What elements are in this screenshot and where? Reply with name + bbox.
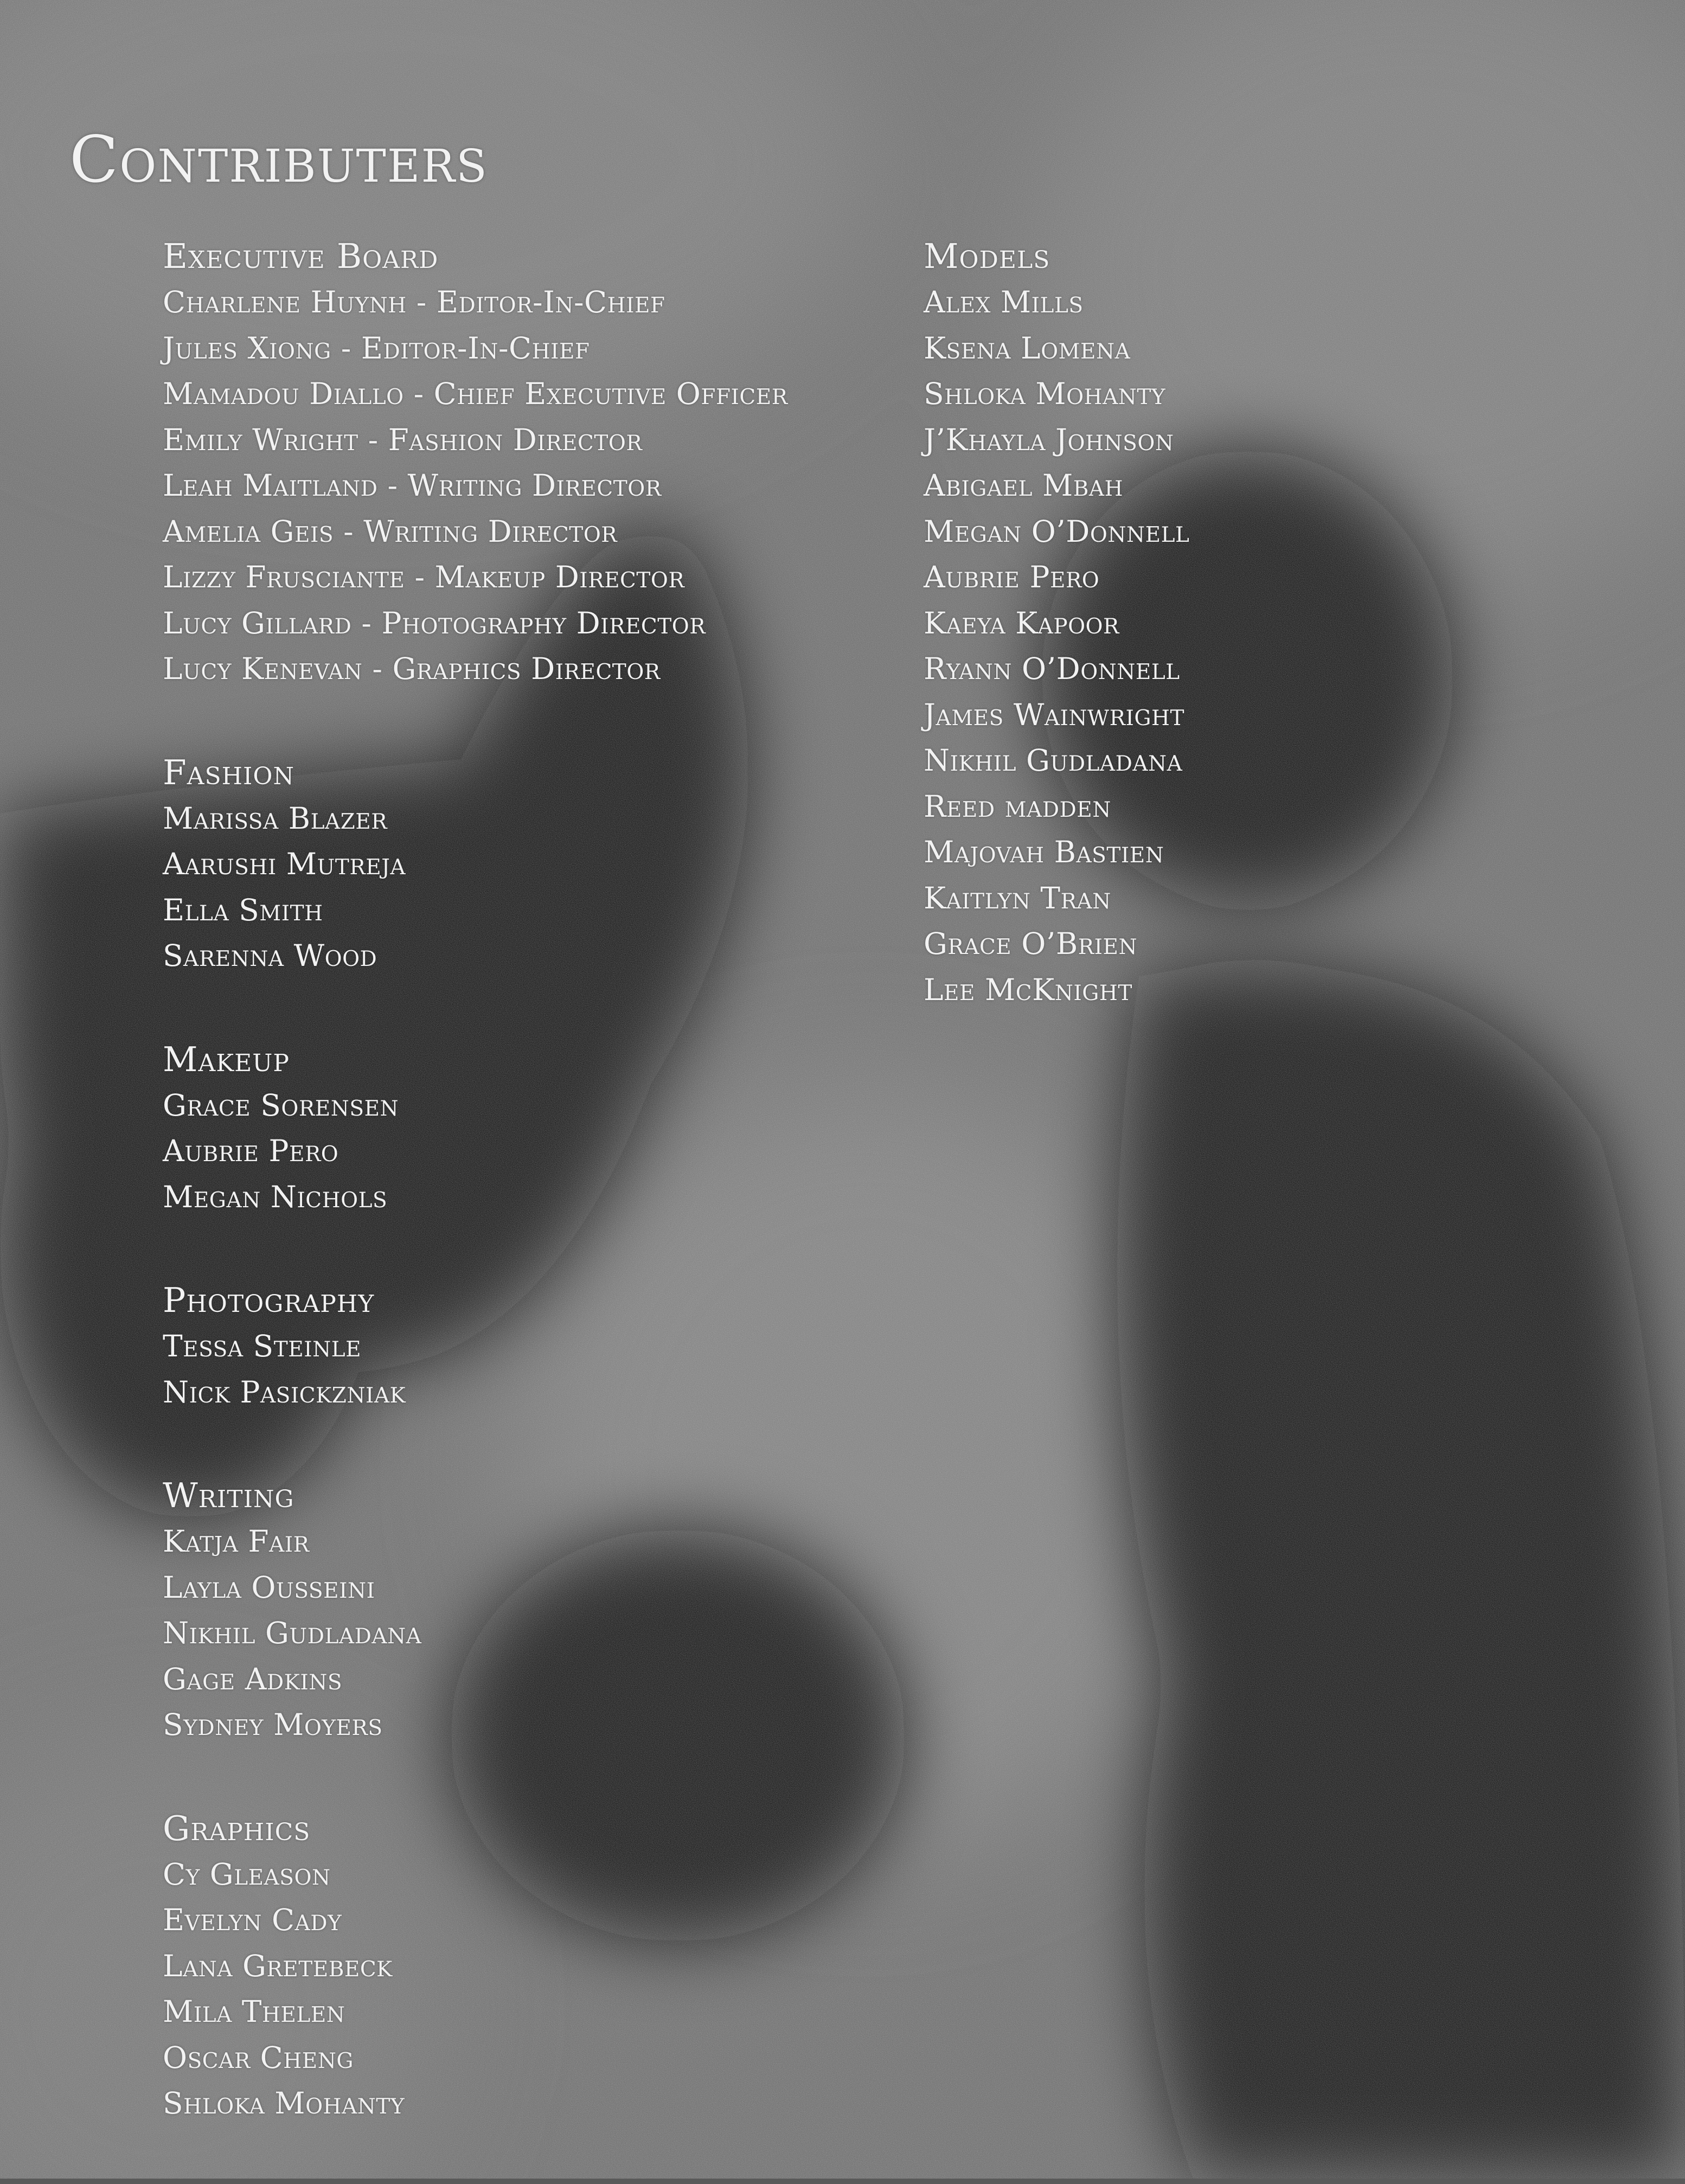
member: Megan O’Donnell [924, 509, 1189, 555]
page-title: Contributers [69, 127, 488, 191]
member: Ella Smith [163, 887, 788, 933]
member: Oscar Cheng [163, 2035, 788, 2081]
member: Megan Nichols [163, 1174, 788, 1220]
member: Abigael Mbah [924, 463, 1189, 509]
member: Charlene Huynh - Editor-In-Chief [163, 279, 788, 325]
member: Sydney Moyers [163, 1702, 788, 1748]
member: Reed madden [924, 784, 1189, 830]
member: Leah Maitland - Writing Director [163, 463, 788, 509]
member: Sarenna Wood [163, 933, 788, 979]
member: Nikhil Gudladana [163, 1610, 788, 1656]
section-heading: Executive Board [163, 233, 788, 279]
member: Marissa Blazer [163, 796, 788, 842]
section-heading: Photography [163, 1277, 788, 1323]
member: Shloka Mohanty [163, 2080, 788, 2127]
member: Lizzy Frusciante - Makeup Director [163, 554, 788, 600]
member: Lucy Gillard - Photography Director [163, 600, 788, 646]
member: Gage Adkins [163, 1656, 788, 1702]
member: Aubrie Pero [924, 554, 1189, 600]
member: Kaitlyn Tran [924, 875, 1189, 921]
member: Mila Thelen [163, 1989, 788, 2035]
member: Kaeya Kapoor [924, 600, 1189, 646]
member: Katja Fair [163, 1519, 788, 1565]
section-heading: Fashion [163, 750, 788, 796]
member: Tessa Steinle [163, 1323, 788, 1369]
member: Grace O’Brien [924, 921, 1189, 967]
member: Cy Gleason [163, 1852, 788, 1898]
member: Ryann O’Donnell [924, 646, 1189, 692]
member: Grace Sorensen [163, 1083, 788, 1129]
member: J’Khayla Johnson [924, 417, 1189, 463]
section-heading: Writing [163, 1472, 788, 1519]
member: Emily Wright - Fashion Director [163, 417, 788, 463]
member: Lana Gretebeck [163, 1943, 788, 1989]
section-heading: Graphics [163, 1805, 788, 1852]
member: Jules Xiong - Editor-In-Chief [163, 325, 788, 372]
member: Nick Pasickzniak [163, 1369, 788, 1416]
member: Aarushi Mutreja [163, 841, 788, 887]
member: Mamadou Diallo - Chief Executive Officer [163, 371, 788, 417]
member: James Wainwright [924, 692, 1189, 738]
member: Aubrie Pero [163, 1128, 788, 1174]
section-heading: Makeup [163, 1036, 788, 1083]
member: Majovah Bastien [924, 829, 1189, 875]
member: Alex Mills [924, 279, 1189, 325]
member: Shloka Mohanty [924, 371, 1189, 417]
member: Nikhil Gudladana [924, 738, 1189, 784]
member: Lee McKnight [924, 967, 1189, 1013]
section-heading: Models [924, 233, 1189, 279]
member: Evelyn Cady [163, 1897, 788, 1943]
member: Amelia Geis - Writing Director [163, 509, 788, 555]
member: Layla Ousseini [163, 1565, 788, 1611]
member: Lucy Kenevan - Graphics Director [163, 646, 788, 692]
member: Ksena Lomena [924, 325, 1189, 372]
